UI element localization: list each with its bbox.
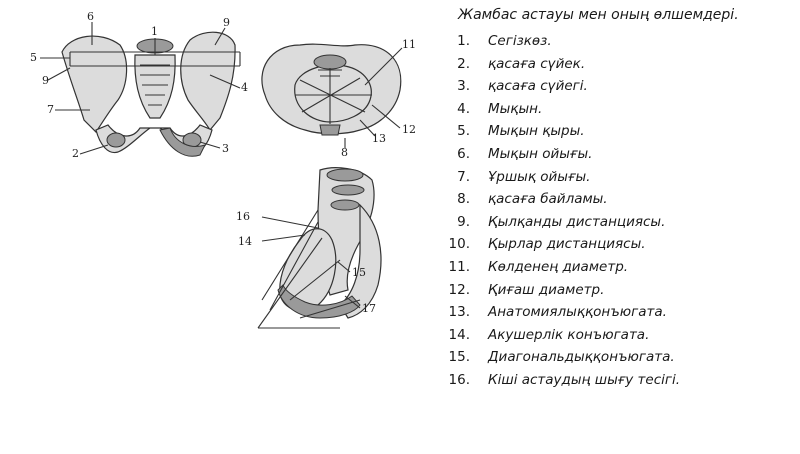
legend-item-number: 12. (448, 281, 470, 298)
label-3: 3 (222, 142, 229, 155)
legend-title: Жамбас астауы мен оның өлшемдері. (458, 7, 739, 23)
legend-item-number: 15. (448, 349, 470, 366)
legend-item (440, 120, 680, 143)
legend-item-number: 16. (448, 371, 470, 388)
legend-item-number: 8. (457, 191, 470, 208)
legend-item-text: қасаға сүйек. (488, 55, 586, 72)
legend-item-number: 10. (448, 236, 470, 253)
label-4: 4 (241, 81, 248, 94)
legend-item (440, 346, 680, 369)
legend-item-number: 4. (457, 100, 470, 117)
legend-item-text: Қылқанды дистанциясы. (488, 213, 666, 230)
legend-item-number: 2. (457, 55, 470, 72)
legend-item (440, 188, 680, 211)
label-6: 6 (87, 10, 94, 23)
legend-item-number: 11. (448, 258, 470, 275)
legend-item-text: Ұршық ойығы. (488, 168, 591, 185)
legend-item (440, 256, 680, 279)
pelvis-front-view (30, 10, 248, 160)
legend-item-text: Сегізкөз. (488, 33, 552, 49)
label-2: 2 (72, 147, 79, 160)
label-8: 8 (341, 146, 348, 159)
label-9-right: 9 (223, 16, 230, 29)
legend-item-text: Кіші астаудың шығу тесігі. (488, 371, 681, 388)
legend-item (440, 324, 680, 347)
legend-item-number: 5. (457, 123, 470, 140)
legend-item-number: 14. (448, 326, 470, 343)
legend-item (440, 75, 680, 98)
legend-item (440, 369, 680, 392)
legend-item-text: Мықын. (488, 100, 543, 117)
legend-item (440, 301, 680, 324)
legend-item-text: қасаға сүйегі. (488, 78, 588, 95)
legend-item-text: Анатомиялыққонъюгата. (488, 304, 667, 321)
legend-item (440, 279, 680, 302)
legend-list (440, 30, 680, 392)
label-11: 11 (402, 38, 416, 51)
legend-panel (440, 0, 800, 450)
label-13: 13 (372, 132, 386, 145)
pelvis-superior-view (262, 38, 416, 159)
legend-item-number: 1. (457, 33, 470, 49)
label-16: 16 (236, 210, 250, 223)
legend-item (440, 166, 680, 189)
legend-item-text: Акушерлік конъюгата. (488, 326, 650, 343)
legend-item-number: 6. (457, 145, 470, 162)
legend-item (440, 30, 680, 53)
pelvis-sagittal-view (236, 168, 381, 328)
label-9-left: 9 (42, 74, 49, 87)
legend-item-number: 13. (448, 304, 470, 321)
legend-item (440, 211, 680, 234)
label-1: 1 (151, 25, 158, 38)
legend-item (440, 98, 680, 121)
legend-item-number: 7. (457, 168, 470, 185)
legend-item (440, 53, 680, 76)
legend-item-text: Мықын ойығы. (488, 145, 593, 162)
legend-item-number: 9. (457, 213, 470, 230)
legend-item-text: Диагональдыққонъюгата. (488, 349, 675, 366)
legend-item-text: Қиғаш диаметр. (488, 281, 605, 298)
legend-item-text: Көлденең диаметр. (488, 258, 629, 275)
legend-item (440, 233, 680, 256)
label-7: 7 (47, 103, 54, 116)
legend-item-number: 3. (457, 78, 470, 95)
label-15: 15 (352, 266, 366, 279)
legend-item-text: Қырлар дистанциясы. (488, 236, 646, 253)
label-5: 5 (30, 51, 37, 64)
label-12: 12 (402, 123, 416, 136)
legend-item-text: Мықын қыры. (488, 123, 585, 140)
label-17: 17 (362, 302, 376, 315)
label-14: 14 (238, 235, 252, 248)
legend-item (440, 143, 680, 166)
legend-item-text: қасаға байламы. (488, 191, 608, 208)
